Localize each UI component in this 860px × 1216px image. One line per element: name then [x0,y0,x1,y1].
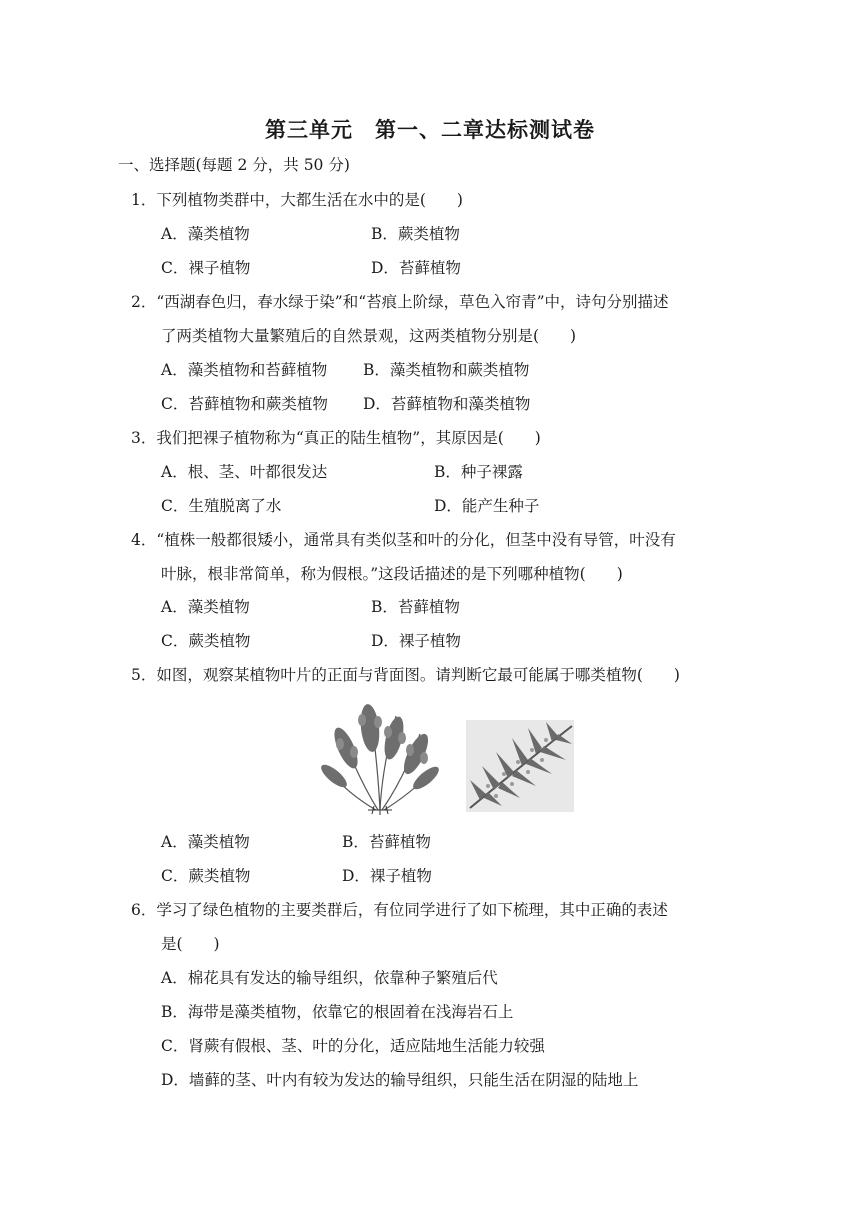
q4-option-a: A．藻类植物 [161,598,250,616]
question-6-stem-line1: 6．学习了绿色植物的主要类群后，有位同学进行了如下梳理，其中正确的表述 [131,901,668,919]
q2-option-d: D．苔藓植物和藻类植物 [363,395,531,413]
q3-option-c: C．生殖脱离了水 [161,497,282,515]
q1-option-d: D．苔藓植物 [371,259,461,277]
q5-option-b: B．苔藓植物 [342,833,431,851]
question-3-stem: 3．我们把裸子植物称为“真正的陆生植物”，其原因是( ) [131,429,541,447]
q4-option-d: D．裸子植物 [371,632,461,650]
q3-option-d: D．能产生种子 [434,497,540,515]
question-1-stem: 1．下列植物类群中，大都生活在水中的是( ) [131,191,463,209]
q6-option-d: D．墙藓的茎、叶内有较为发达的输导组织，只能生活在阴湿的陆地上 [161,1071,639,1089]
q4-option-c: C．蕨类植物 [161,632,251,650]
q2-option-a: A．藻类植物和苔藓植物 [161,361,328,379]
q5-option-c: C．蕨类植物 [161,867,251,885]
question-2-stem-line1: 2．“西湖春色归，春水绿于染”和“苔痕上阶绿，草色入帘青”中，诗句分别描述 [131,293,669,311]
q3-option-b: B．种子裸露 [434,463,523,481]
question-5-stem: 5．如图，观察某植物叶片的正面与背面图。请判断它最可能属于哪类植物( ) [131,666,680,684]
fern-leaf-back-image [466,720,574,812]
section-heading: 一、选择题(每题 2 分，共 50 分) [118,156,350,174]
q1-option-b: B．蕨类植物 [371,225,460,243]
q1-option-c: C．裸子植物 [161,259,251,277]
q2-option-b: B．藻类植物和蕨类植物 [363,361,530,379]
q6-option-c: C．肾蕨有假根、茎、叶的分化，适应陆地生活能力较强 [161,1037,545,1055]
q6-option-b: B．海带是藻类植物，依靠它的根固着在浅海岩石上 [161,1003,514,1021]
question-6-stem-line2: 是( ) [161,935,220,953]
q6-option-a: A．棉花具有发达的输导组织，依靠种子繁殖后代 [161,969,498,987]
fern-plant-image [318,698,442,816]
q3-option-a: A．根、茎、叶都很发达 [161,463,328,481]
q5-option-d: D．裸子植物 [342,867,432,885]
question-4-stem-line1: 4．“植株一般都很矮小，通常具有类似茎和叶的分化，但茎中没有导管，叶没有 [131,531,676,549]
q5-option-a: A．藻类植物 [161,833,250,851]
q1-option-a: A．藻类植物 [161,225,250,243]
question-2-stem-line2: 了两类植物大量繁殖后的自然景观，这两类植物分别是( ) [161,327,577,345]
page-title: 第三单元 第一、二章达标测试卷 [265,118,595,142]
question-4-stem-line2: 叶脉，根非常简单，称为假根。”这段话描述的是下列哪种植物( ) [161,565,623,583]
q4-option-b: B．苔藓植物 [371,598,460,616]
q2-option-c: C．苔藓植物和蕨类植物 [161,395,328,413]
